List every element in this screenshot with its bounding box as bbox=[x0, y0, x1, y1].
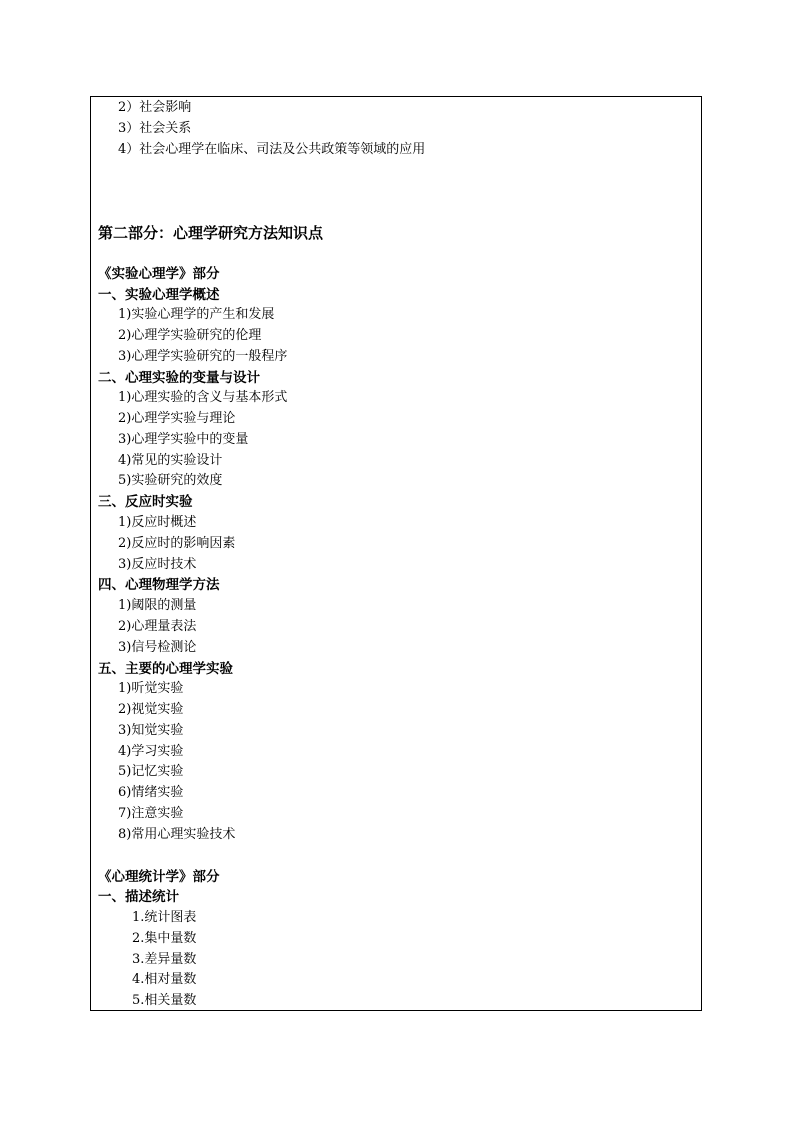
part-title: 第二部分：心理学研究方法知识点 bbox=[98, 224, 324, 242]
section-heading: 一、实验心理学概述 bbox=[98, 287, 220, 303]
section-heading: 四、心理物理学方法 bbox=[98, 577, 220, 593]
list-item: 4)常见的实验设计 bbox=[118, 453, 223, 468]
list-item: 2)心理学实验与理论 bbox=[118, 411, 236, 426]
list-item: 1)听觉实验 bbox=[118, 681, 184, 696]
list-item: 2）社会影响 bbox=[118, 100, 192, 115]
list-item: 4）社会心理学在临床、司法及公共政策等领域的应用 bbox=[118, 142, 426, 157]
list-item: 1)心理实验的含义与基本形式 bbox=[118, 390, 288, 405]
content-table-cell bbox=[90, 96, 702, 1011]
list-item: 2)反应时的影响因素 bbox=[118, 536, 236, 551]
list-item: 3)心理学实验中的变量 bbox=[118, 432, 249, 447]
list-item: 2)心理学实验研究的伦理 bbox=[118, 328, 262, 343]
list-item: 3)知觉实验 bbox=[118, 723, 184, 738]
list-item: 1.统计图表 bbox=[132, 910, 197, 925]
list-item: 2)心理量表法 bbox=[118, 619, 197, 634]
list-item: 4.相对量数 bbox=[132, 972, 197, 987]
section-heading: 五、主要的心理学实验 bbox=[98, 661, 233, 677]
subject-title: 《实验心理学》部分 bbox=[98, 266, 220, 282]
list-item: 5)记忆实验 bbox=[118, 764, 184, 779]
list-item: 2.集中量数 bbox=[132, 931, 197, 946]
list-item: 1)实验心理学的产生和发展 bbox=[118, 307, 275, 322]
list-item: 3)信号检测论 bbox=[118, 640, 197, 655]
list-item: 7)注意实验 bbox=[118, 806, 184, 821]
list-item: 1)阈限的测量 bbox=[118, 598, 197, 613]
list-item: 2)视觉实验 bbox=[118, 702, 184, 717]
list-item: 4)学习实验 bbox=[118, 744, 184, 759]
list-item: 1)反应时概述 bbox=[118, 515, 197, 530]
list-item: 5)实验研究的效度 bbox=[118, 473, 223, 488]
section-heading: 一、描述统计 bbox=[98, 889, 179, 905]
subject-title: 《心理统计学》部分 bbox=[98, 869, 220, 885]
section-heading: 三、反应时实验 bbox=[98, 494, 193, 510]
list-item: 3)反应时技术 bbox=[118, 557, 197, 572]
list-item: 3)心理学实验研究的一般程序 bbox=[118, 349, 288, 364]
list-item: 3）社会关系 bbox=[118, 121, 192, 136]
list-item: 5.相关量数 bbox=[132, 993, 197, 1008]
section-heading: 二、心理实验的变量与设计 bbox=[98, 370, 260, 386]
list-item: 6)情绪实验 bbox=[118, 785, 184, 800]
list-item: 8)常用心理实验技术 bbox=[118, 827, 236, 842]
list-item: 3.差异量数 bbox=[132, 952, 197, 967]
